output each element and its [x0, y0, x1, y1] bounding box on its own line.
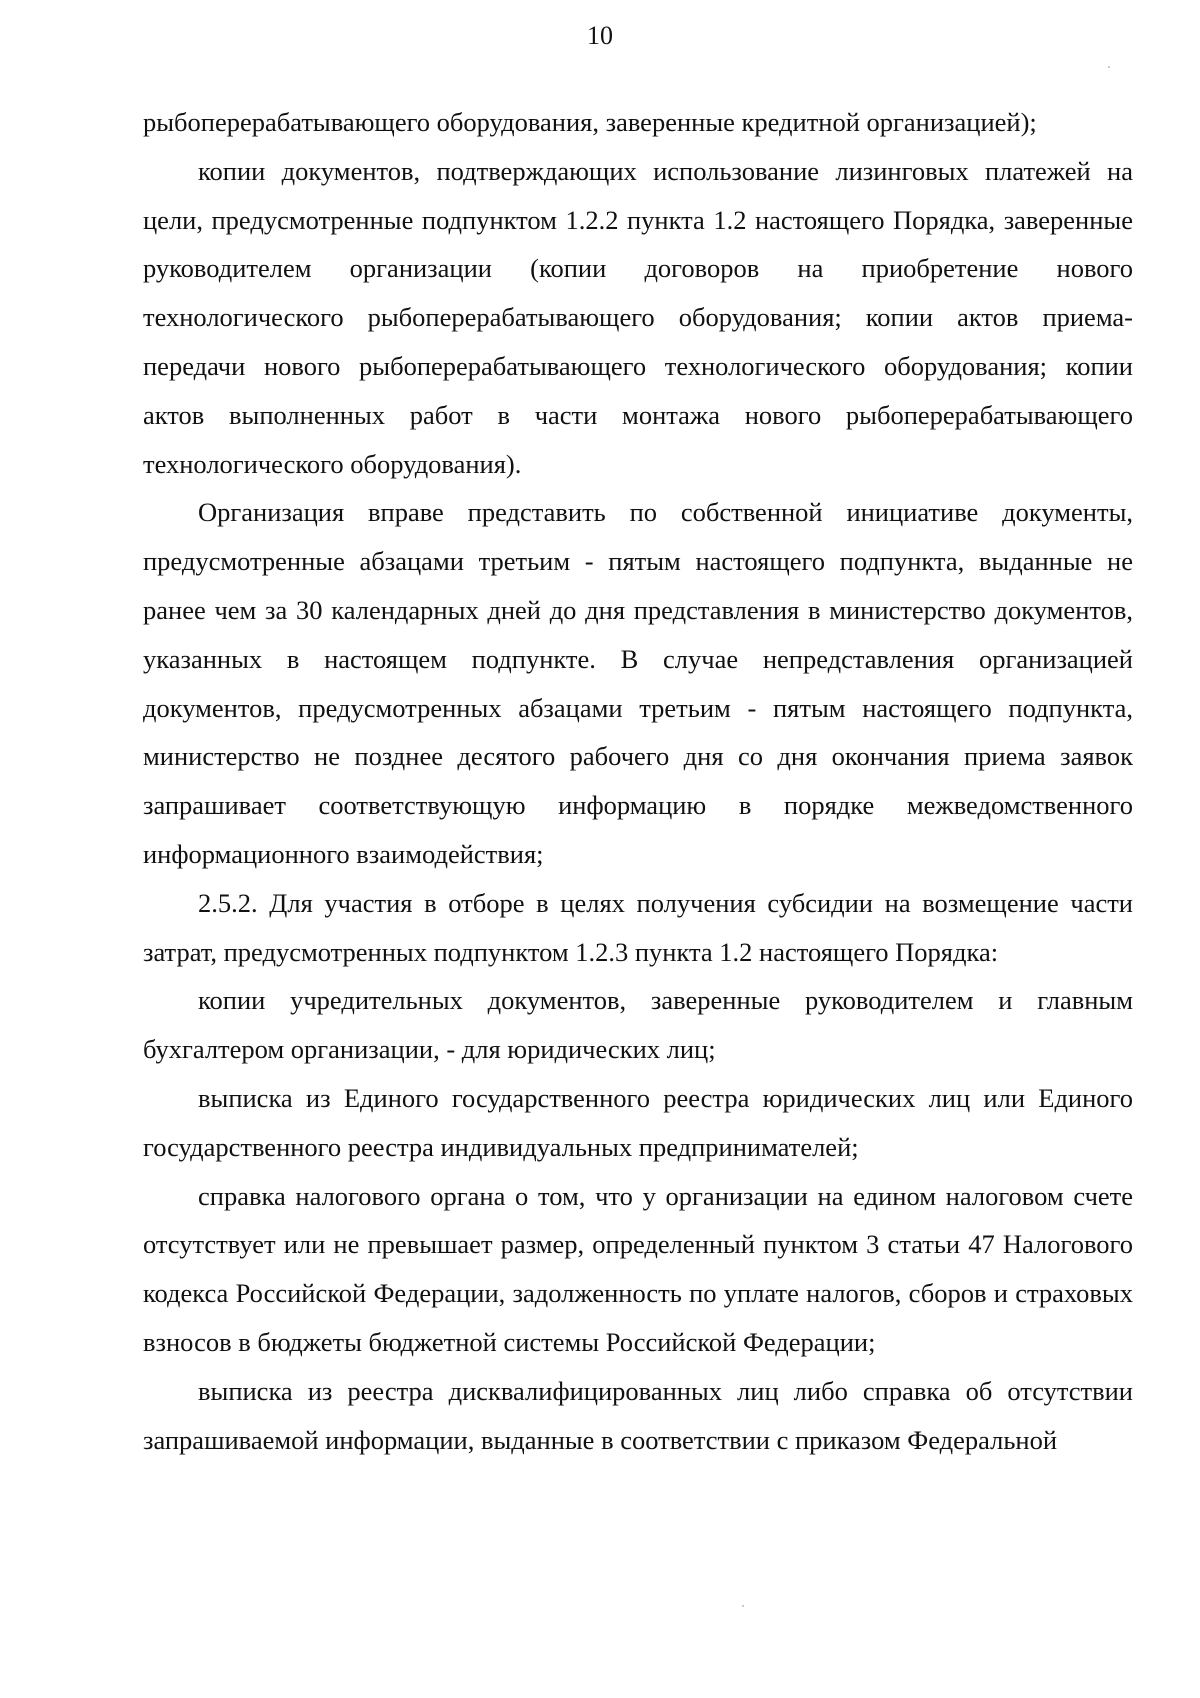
paragraph-continuation: рыбоперерабатывающего оборудования, заверенные кредитной организацией);: [143, 107, 1037, 137]
scan-speck: [742, 1605, 744, 1607]
document-body: [143, 98, 1133, 1464]
paragraph-disqualified-registry: выписка из реестра дисквалифицированных лиц либо справка об отсутствии запрашиваемой информации, выданные в соответствии с приказом Федеральной: [143, 1375, 1133, 1455]
paragraph-founding-documents: копии учредительных документов, заверенные руководителем и главным бухгалтером организации, - для юридических лиц;: [143, 985, 1133, 1065]
page-number: 10: [587, 21, 613, 50]
paragraph-own-initiative: Организация вправе представить по собственной инициативе документы, предусмотренные абзацами третьим - пятым настоящего подпункта, выданные не ранее чем за 30 календарных дней до дня представления в министерство документов, указанных в настоящем подпункте. В случае непредставления организацией документов, предусмотренных абзацами третьим - пятым настоящего подпункта, министерство не позднее десятого рабочего дня со дня окончания приема заявок запрашивает соответствующую информацию в порядке межведомственного информационного взаимодействия;: [143, 497, 1133, 869]
paragraph-tax-certificate: справка налогового органа о том, что у организации на едином налоговом счете отсутствует или не превышает размер, определенный пунктом 3 статьи 47 Налогового кодекса Российской Федерации, задолженность по уплате налогов, сборов и страховых взносов в бюджеты бюджетной системы Российской Федерации;: [143, 1180, 1133, 1357]
paragraph-leasing-documents: копии документов, подтверждающих использование лизинговых платежей на цели, предусмотренные подпунктом 1.2.2 пункта 1.2 настоящего Порядка, заверенные руководителем организации (копии договоров на приобретение нового технологического рыбоперерабатывающего оборудования; копии актов приема-передачи нового рыбоперерабатывающего технологического оборудования; копии актов выполненных работ в части монтажа нового рыбоперерабатывающего технологического оборудования).: [143, 155, 1133, 479]
scan-speck: [1108, 66, 1110, 68]
paragraph-registry-extract: выписка из Единого государственного реестра юридических лиц или Единого государственного реестра индивидуальных предпринимателей;: [143, 1082, 1133, 1162]
paragraph-2-5-2: 2.5.2. Для участия в отборе в целях получения субсидии на возмещение части затрат, предусмотренных подпунктом 1.2.3 пункта 1.2 настоящего Порядка:: [143, 887, 1133, 967]
